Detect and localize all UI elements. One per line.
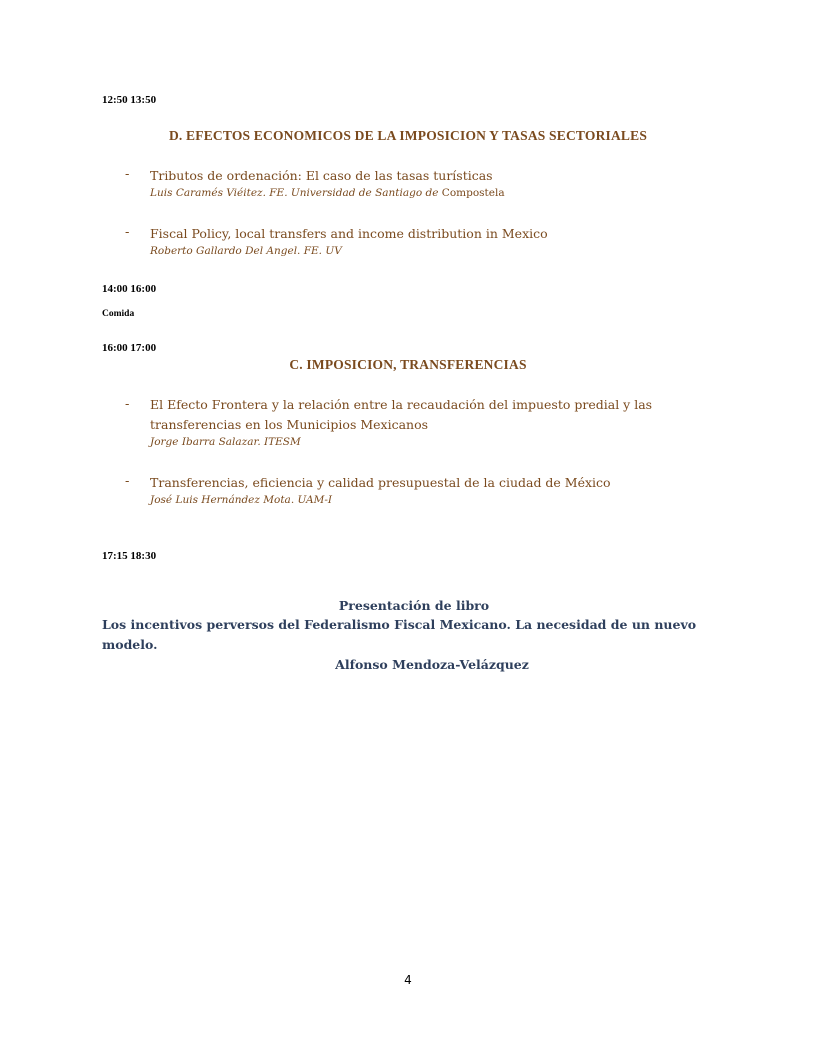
talk-author-hernandez: José Luis Hernández Mota. UAM-I: [150, 494, 333, 506]
time-slot-1400: 14:00 16:00: [102, 283, 157, 295]
talk-title-efecto-frontera-line1: El Efecto Frontera y la relación entre la recaudación del impuesto predial y las: [150, 397, 653, 412]
section-d-heading: D. EFECTOS ECONOMICOS DE LA IMPOSICION Y TASAS SECTORIALES: [168, 128, 648, 143]
book-title-line2: modelo.: [102, 637, 158, 652]
talk-author-ibarra: Jorge Ibarra Salazar. ITESM: [150, 436, 301, 448]
bullet-dash: -: [125, 474, 130, 489]
bullet-dash: -: [125, 225, 130, 240]
time-slot-1600: 16:00 17:00: [102, 342, 157, 354]
talk-title-fiscal-policy: Fiscal Policy, local transfers and income distribution in Mexico: [150, 226, 548, 241]
book-title-line1: Los incentivos perversos del Federalismo Fiscal Mexicano. La necesidad de un nuevo: [102, 617, 697, 632]
book-presentation-heading: Presentación de libro: [338, 598, 490, 613]
break-label: Comida: [102, 309, 135, 319]
time-slot-1250: 12:50 13:50: [102, 94, 157, 106]
talk-author-gallardo: Roberto Gallardo Del Angel. FE. UV: [150, 245, 342, 257]
time-slot-1715: 17:15 18:30: [102, 550, 157, 562]
talk-title-transferencias-eficiencia: Transferencias, eficiencia y calidad presupuestal de la ciudad de México: [150, 475, 611, 490]
talk-title-efecto-frontera-line2: transferencias en los Municipios Mexicanos: [150, 417, 429, 432]
section-c-heading: C. IMPOSICION, TRANSFERENCIAS: [289, 357, 527, 372]
author-plain-part: Compostela: [438, 187, 505, 199]
talk-author-carames: [150, 187, 505, 199]
bullet-dash: -: [125, 167, 130, 182]
author-italic-part: Luis Caramés Viéitez. FE. Universidad de Santiago de: [150, 187, 439, 199]
talk-title-tasas-turisticas: Tributos de ordenación: El caso de las tasas turísticas: [150, 168, 493, 183]
page-number: 4: [404, 973, 412, 987]
bullet-dash: -: [125, 397, 130, 412]
book-author: Alfonso Mendoza-Velázquez: [335, 657, 529, 672]
